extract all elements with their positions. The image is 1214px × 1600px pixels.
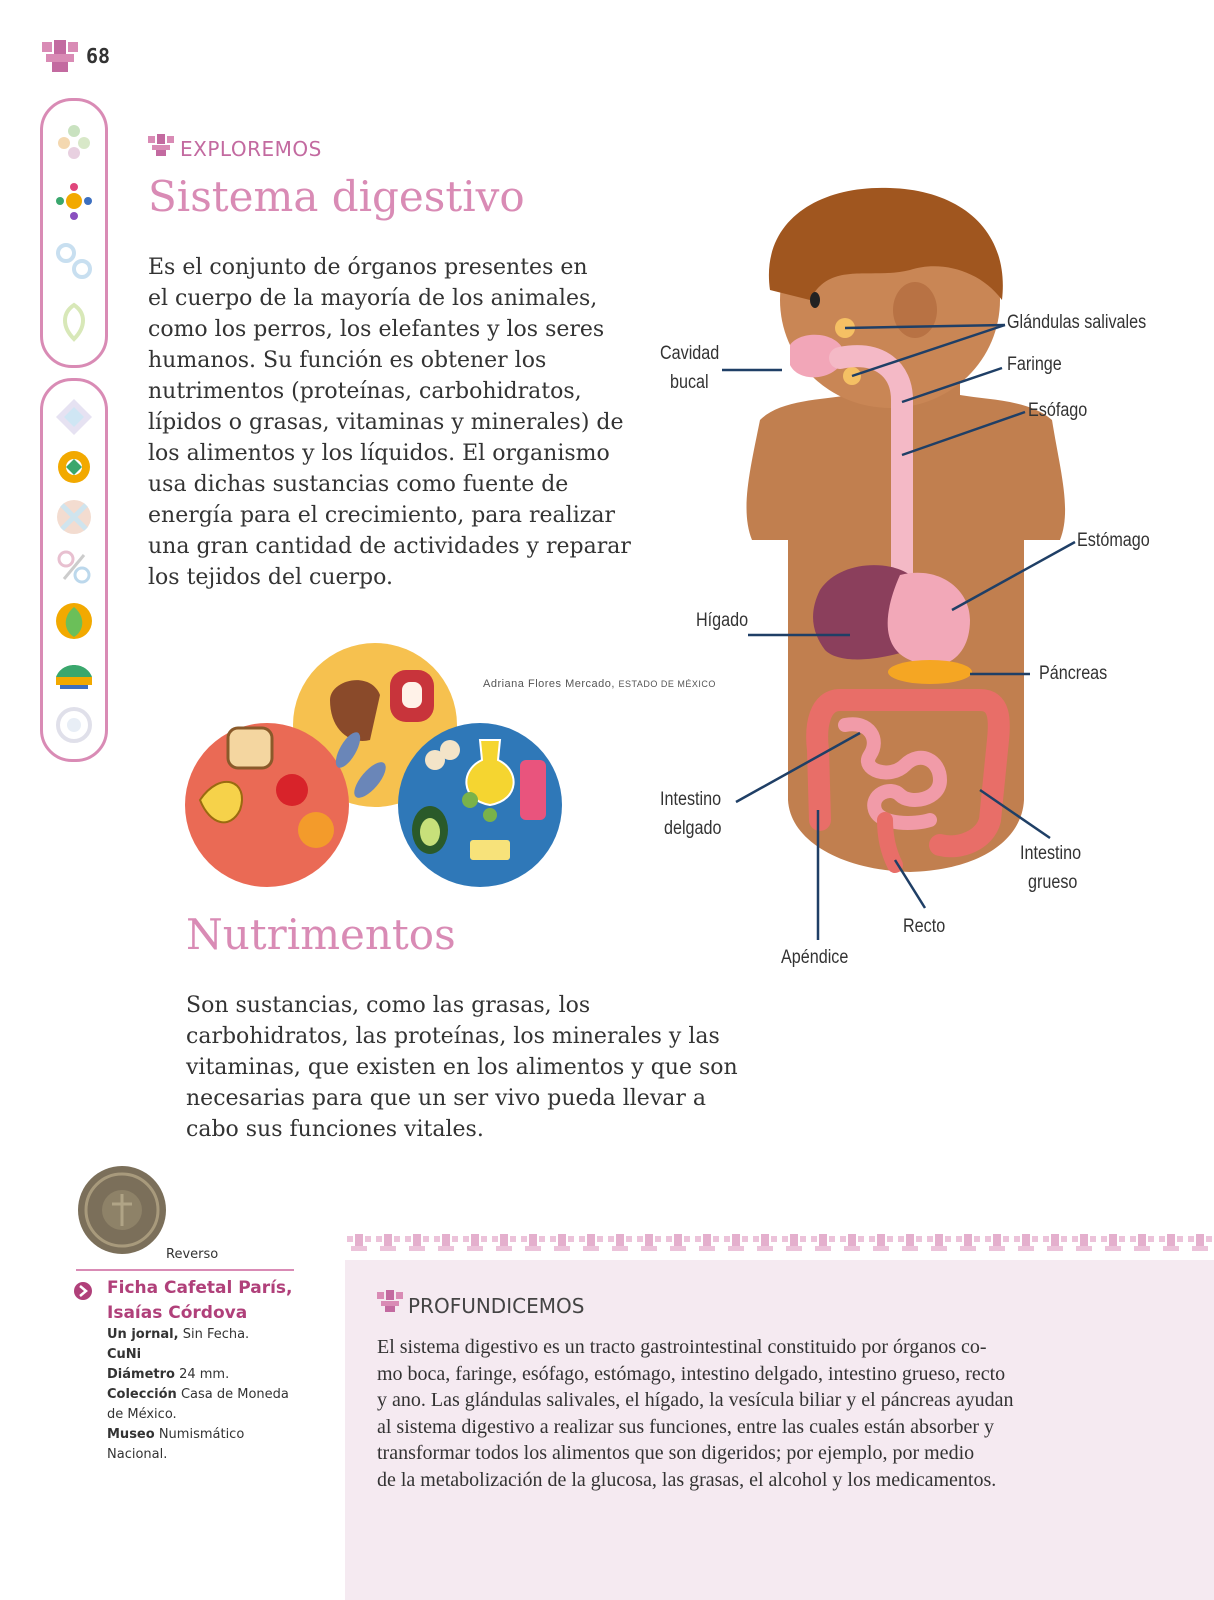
coin-divider bbox=[76, 1269, 294, 1271]
text-line: cabo sus funciones vitales. bbox=[186, 1117, 484, 1142]
mountain-icon[interactable] bbox=[52, 651, 96, 695]
coin-diameter-key: Diámetro bbox=[107, 1367, 175, 1382]
credit-place: ESTADO DE MÉXICO bbox=[618, 679, 716, 689]
label-large-intestine-2: grueso bbox=[1028, 872, 1078, 893]
page-number: 68 bbox=[86, 44, 111, 68]
coin-diameter-val: 24 mm. bbox=[179, 1367, 230, 1382]
label-pharynx: Faringe bbox=[1007, 354, 1062, 375]
label-small-intestine-2: delgado bbox=[664, 818, 722, 839]
coin-title-line: Isaías Córdova bbox=[107, 1303, 248, 1323]
coin-metal bbox=[107, 1345, 307, 1365]
text-line: usa dichas sustancias como fuente de bbox=[148, 472, 569, 497]
people-icon[interactable] bbox=[52, 239, 96, 283]
label-oral-cavity-2: bucal bbox=[670, 372, 709, 393]
page-title: Sistema digestivo bbox=[148, 172, 525, 221]
coin-diameter bbox=[107, 1365, 307, 1385]
text-line: mo boca, faringe, esófago, estómago, intestino delgado, intestino grueso, recto bbox=[377, 1362, 1006, 1385]
side-nav-top bbox=[40, 98, 108, 368]
credit-name: Adriana Flores Mercado, bbox=[483, 678, 615, 690]
text-line: los alimentos y los líquidos. El organismo bbox=[148, 441, 610, 466]
coin-museum-key: Museo bbox=[107, 1427, 155, 1442]
label-stomach: Estómago bbox=[1077, 530, 1150, 551]
coin-museum-cont: Nacional. bbox=[107, 1447, 168, 1462]
ring-icon[interactable] bbox=[52, 445, 96, 489]
text-line: carbohidratos, las proteínas, los minerales y las bbox=[186, 1024, 720, 1049]
text-line: vitaminas, que existen en los alimentos y que son bbox=[186, 1055, 738, 1080]
text-line: lípidos o grasas, vitaminas y minerales) de bbox=[148, 410, 624, 435]
nutrients-paragraph bbox=[186, 990, 766, 1145]
coin-museum-val: Numismático bbox=[158, 1427, 245, 1442]
text-line: los tejidos del cuerpo. bbox=[148, 565, 393, 590]
coin-title-line: Ficha Cafetal París, bbox=[107, 1278, 293, 1298]
section-emblem-icon bbox=[377, 1290, 403, 1312]
section-emblem-icon bbox=[148, 134, 174, 156]
percent-icon[interactable] bbox=[52, 545, 96, 589]
text-line: energía para el crecimiento, para realizar bbox=[148, 503, 615, 528]
text-line: transformar todos los alimentos que son digeridos; por ejemplo, por medio bbox=[377, 1442, 975, 1464]
coin-image bbox=[76, 1164, 168, 1256]
label-large-intestine-1: Intestino bbox=[1020, 843, 1082, 864]
label-rectum: Recto bbox=[903, 916, 946, 937]
decorative-border bbox=[345, 1232, 1214, 1254]
flower-icon[interactable] bbox=[52, 119, 96, 163]
page-emblem-icon bbox=[40, 38, 80, 74]
text-line: como los perros, los elefantes y los seres bbox=[148, 317, 605, 342]
text-line: Son sustancias, como las grasas, los bbox=[186, 993, 591, 1018]
leaf-figure-icon[interactable] bbox=[52, 299, 96, 343]
cross-emblem-icon[interactable] bbox=[52, 495, 96, 539]
coin-museum bbox=[107, 1425, 307, 1445]
text-line: el cuerpo de la mayoría de los animales, bbox=[148, 286, 598, 311]
diamond-icon[interactable] bbox=[52, 395, 96, 439]
coin-side-label: Reverso bbox=[166, 1247, 219, 1262]
coin-collection-key: Colección bbox=[107, 1387, 177, 1402]
coin-title bbox=[107, 1276, 293, 1326]
label-appendix: Apéndice bbox=[781, 947, 849, 968]
coin-collection bbox=[107, 1385, 307, 1405]
text-line: humanos. Su función es obtener los bbox=[148, 348, 547, 373]
coin-collection-cont: de México. bbox=[107, 1407, 177, 1422]
coin-value-key: Un jornal, bbox=[107, 1327, 179, 1342]
leaf-icon[interactable] bbox=[52, 599, 96, 643]
nutrients-title: Nutrimentos bbox=[186, 910, 456, 959]
coin-value bbox=[107, 1325, 307, 1345]
explore-paragraph bbox=[148, 252, 648, 593]
label-esophagus: Esófago bbox=[1028, 400, 1088, 421]
digestive-system-illustration bbox=[640, 180, 1214, 980]
coin-value-val: Sin Fecha. bbox=[182, 1327, 250, 1342]
label-salivary-glands: Glándulas salivales bbox=[1007, 312, 1147, 333]
text-line: El sistema digestivo es un tracto gastrointestinal constituido por órganos co- bbox=[377, 1336, 987, 1358]
section-tag-deepen: PROFUNDICEMOS bbox=[408, 1294, 585, 1318]
text-line: una gran cantidad de actividades y reparar bbox=[148, 534, 631, 559]
deepen-paragraph bbox=[377, 1334, 1057, 1493]
coin-details bbox=[107, 1325, 307, 1465]
text-line: necesarias para que un ser vivo pueda llevar a bbox=[186, 1086, 706, 1111]
label-small-intestine-1: Intestino bbox=[660, 789, 722, 810]
section-tag-explore: EXPLOREMOS bbox=[180, 137, 322, 161]
label-oral-cavity-1: Cavidad bbox=[660, 343, 720, 364]
arrow-bullet-icon bbox=[74, 1282, 92, 1300]
text-line: Es el conjunto de órganos presentes en bbox=[148, 255, 588, 280]
side-nav-bottom bbox=[40, 378, 108, 762]
text-line: al sistema digestivo a realizar sus funciones, entre las cuales están absorber y bbox=[377, 1415, 995, 1438]
label-pancreas: Páncreas bbox=[1039, 663, 1108, 684]
circle-emblem-icon[interactable] bbox=[52, 703, 96, 747]
coin-metal-val: CuNi bbox=[107, 1347, 142, 1362]
label-liver: Hígado bbox=[696, 610, 749, 631]
sun-figure-icon[interactable] bbox=[52, 179, 96, 223]
text-line: de la metabolización de la glucosa, las grasas, el alcohol y los medicamentos. bbox=[377, 1468, 997, 1491]
text-line: nutrimentos (proteínas, carbohidratos, bbox=[148, 379, 582, 404]
coin-collection-val: Casa de Moneda bbox=[180, 1387, 289, 1402]
text-line: y ano. Las glándulas salivales, el hígado, la vesícula biliar y el páncreas ayudan bbox=[377, 1389, 1014, 1411]
